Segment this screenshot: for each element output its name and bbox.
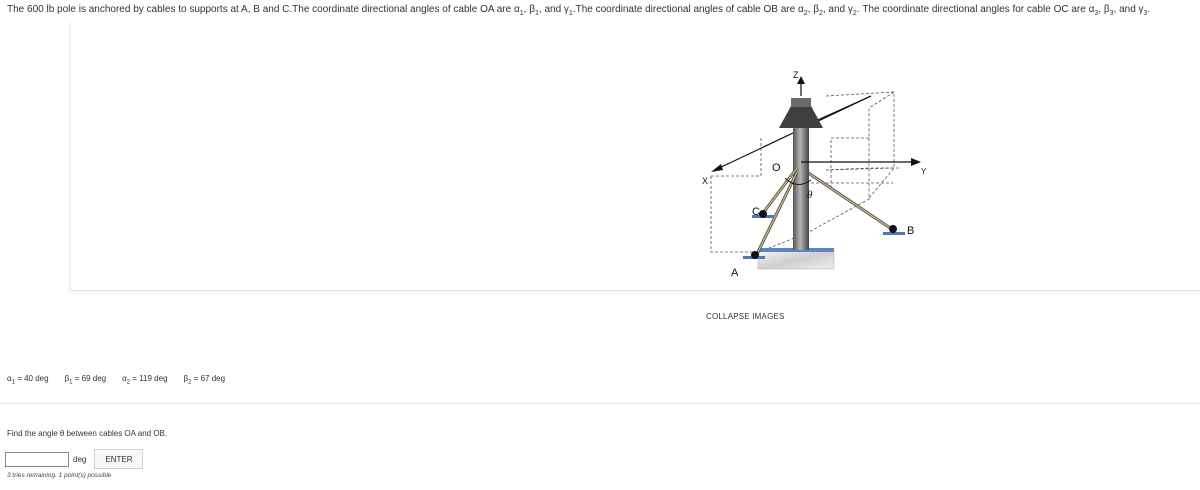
problem-statement [7,4,1197,20]
problem-text: .The coordinate directional angles of cable OB are α [572,4,804,15]
given-alpha2: $\alpha_2 = 119$ deg [122,374,168,386]
problem-text: , and γ [822,4,853,15]
label-c: C [752,206,760,218]
section-divider [0,403,1200,404]
x-axis-arrow-icon [711,164,723,172]
subscript: 3 [1094,10,1099,17]
enter-button[interactable]: ENTER [94,449,143,469]
label-theta: θ [807,189,813,201]
problem-text: , β [523,4,535,15]
subscript: 2 [818,10,823,17]
x-axis-extension [811,96,871,123]
answer-row [5,449,143,469]
subscript: 2 [852,10,857,17]
problem-text: , and γ [1113,4,1144,15]
problem-text: , β [807,4,819,15]
pole-cap [779,106,823,128]
label-z: Z [793,70,799,80]
tries-remaining: 3 tries remaining. 1 point(s) possible [7,472,112,479]
given-alpha1: $\alpha_1 = 40$ deg [7,374,49,386]
problem-text: . The coordinate directional angles for cable OC are α [856,4,1095,15]
subscript: 2 [803,10,808,17]
subscript: 1 [519,10,524,17]
label-b: B [907,225,915,237]
unit-label: deg [73,454,87,464]
given-values [7,374,225,386]
problem-text: . [1147,4,1151,15]
ground-base [758,251,834,269]
label-y: Y [921,167,927,176]
problem-text: , β [1098,4,1110,15]
label-o: O [772,162,781,174]
label-a: A [731,267,739,279]
pole-cap-top [791,98,811,107]
problem-text: , and γ [538,4,569,15]
given-beta2: $\beta_2 = 67$ deg [183,374,226,386]
subscript: 1 [568,10,573,17]
subscript: 3 [1109,10,1114,17]
given-beta1: $\beta_1 = 69$ deg [64,374,107,386]
figure-panel [70,22,1200,291]
answer-input[interactable] [5,452,69,467]
collapse-images-link[interactable]: COLLAPSE IMAGES [706,312,785,321]
label-x: X [702,176,709,186]
question-text: Find the angle θ between cables OA and OB. [7,429,168,438]
subscript: 1 [534,10,539,17]
subscript: 3 [1143,10,1148,17]
problem-text: The 600 lb pole is anchored by cables to supports at A, B and C.The coordinate directional angles of cable OA are α [7,4,520,15]
cable-ob-highlight [801,168,893,230]
y-axis-arrow-icon [911,158,921,166]
pole-cable-diagram [631,58,931,298]
